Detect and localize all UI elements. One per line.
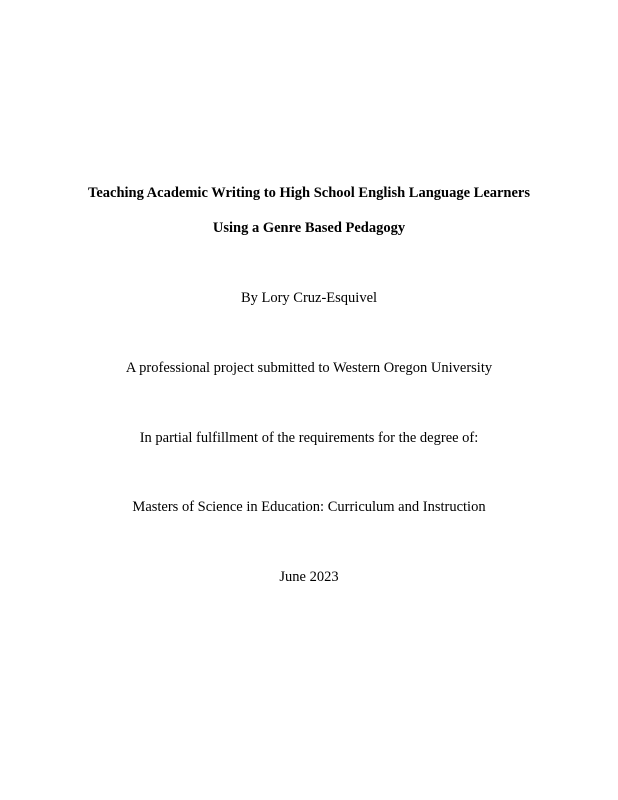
fulfillment-statement: In partial fulfillment of the requirements for the degree of: [139, 430, 479, 446]
submission-statement: A professional project submitted to Western Oregon University [125, 360, 493, 376]
document-title-line-1: Teaching Academic Writing to High School English Language Learners [87, 185, 531, 201]
author-line: By Lory Cruz-Esquivel [240, 290, 378, 306]
submission-date: June 2023 [279, 569, 339, 585]
document-title-line-2: Using a Genre Based Pedagogy [212, 220, 406, 236]
degree-name: Masters of Science in Education: Curriculum and Instruction [132, 499, 486, 515]
